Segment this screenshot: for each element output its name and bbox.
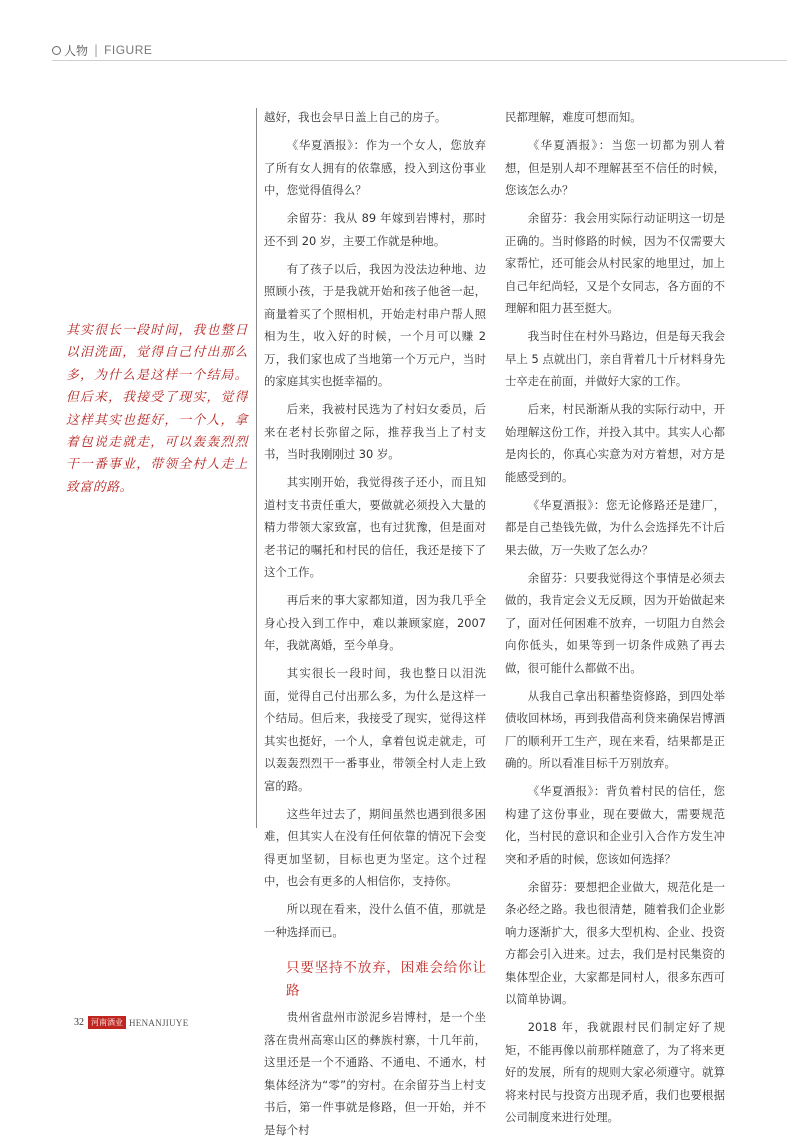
page-number: 32 <box>74 1017 84 1028</box>
paragraph: 我当时住在村外马路边，但是每天我会早上 5 点就出门，亲自背着几十斤材料身先士卒走在前面，并做好大家的工作。 <box>505 329 725 388</box>
pull-quote: 其实很长一段时间，我也整日以泪洗面，觉得自己付出那么多，为什么是这样一个结局。但后来，我接受了现实，觉得这样其实也挺好，一个人，拿着包说走就走，可以轰轰烈烈干一番事业，带领全村人走上致富的路。 <box>66 323 248 495</box>
paragraph: 民都理解，难度可想而知。 <box>505 110 642 124</box>
paragraph: 有了孩子以后，我因为没法边种地、边照顾小孩，于是我就开始和孩子他爸一起，商量着买了个照相机，开始走村串户帮人照相为生，收入好的时候，一个月可以赚 2 万，我们家也成了当地第一个万元户，当时的家庭其实也挺幸福的。 <box>264 261 486 388</box>
paragraph: 余留芬：要想把企业做大，规范化是一条必经之路。我也很清楚，随着我们企业影响力逐渐扩大，很多大型机构、企业、投资方都会引入进来。过去，我们是村民集资的集体型企业，大家都是同村人，很多东西可以简单协调。 <box>505 879 725 1006</box>
paragraph: 余留芬：我会用实际行动证明这一切是正确的。当时修路的时候，因为不仅需要大家帮忙，还可能会从村民家的地里过，加上自己年纪尚轻，又是个女同志，各方面的不理解和阻力甚至挺大。 <box>505 211 725 315</box>
header-rule <box>52 60 787 61</box>
paragraph: 越好，我也会早日盖上自己的房子。 <box>264 110 447 124</box>
magazine-name-en: HENANJIUYE <box>129 1017 189 1028</box>
paragraph: 其实刚开始，我觉得孩子还小，而且知道村支书责任重大，要做就必须投入大量的精力带领大家致富，也有过犹豫，但是面对老书记的嘱托和村民的信任，我还是接下了这个工作。 <box>264 475 486 579</box>
column-divider <box>256 108 257 828</box>
circle-icon <box>52 46 61 55</box>
article-column-1 <box>264 106 486 1147</box>
paragraph: 《华夏酒报》：作为一个女人，您放弃了所有女人拥有的依靠感，投入到这份事业中，您觉得值得么？ <box>264 138 486 197</box>
header-divider: | <box>94 43 99 57</box>
paragraph: 从我自己拿出积蓄垫资修路，到四处举债收回林场，再到我借高利贷来确保岩博酒厂的顺利开工生产，现在来看，结果都是正确的。所以看准目标千万别放弃。 <box>505 688 725 770</box>
paragraph: 《华夏酒报》：当您一切都为别人着想，但是别人却不理解甚至不信任的时候，您该怎么办？ <box>505 138 725 197</box>
paragraph: 《华夏酒报》：您无论修路还是建厂，都是自己垫钱先做，为什么会选择先不计后果去做，万一失败了怎么办？ <box>505 497 725 557</box>
paragraph: 其实很长一段时间，我也整日以泪洗面，觉得自己付出那么多，为什么是这样一个结局。但后来，我接受了现实，觉得这样其实也挺好，一个人，拿着包说走就走，可以轰轰烈烈干一番事业，带领全村人走上致富的路。 <box>264 666 486 793</box>
section-title-en: FIGURE <box>104 43 153 57</box>
magazine-logo: 河南酒业 <box>88 1016 126 1029</box>
paragraph: 2018 年，我就跟村民们制定好了规矩，不能再像以前那样随意了，为了将来更好的发展，所有的规则大家必须遵守。就算将来村民与投资方出现矛盾，我们也要根据公司制度来进行处理。 <box>505 1020 725 1124</box>
paragraph: 余留芬：只要我觉得这个事情是必须去做的，我肯定会义无反顾，因为开始做起来了，面对任何困难不放弃，一切阻力自然会向你低头，如果等到一切条件成熟了再去做，很可能什么都做不出。 <box>505 570 725 675</box>
paragraph: 后来，村民渐渐从我的实际行动中，开始理解这份工作，并投入其中。其实人心都是肉长的，你真心实意为对方着想，对方是能感受到的。 <box>505 402 725 484</box>
section-header <box>52 42 152 58</box>
article-column-2 <box>505 106 725 1134</box>
paragraph: 后来，我被村民选为了村妇女委员，后来在老村长弥留之际，推荐我当上了村支书，当时我刚刚过 30 岁。 <box>264 402 486 461</box>
paragraph: 再后来的事大家都知道，因为我几乎全身心投入到工作中，难以兼顾家庭，2007 年，我就离婚，至今单身。 <box>264 593 486 652</box>
section-subheading: 只要坚持不放弃，困难会给你让路 <box>286 960 486 999</box>
paragraph: 《华夏酒报》：背负着村民的信任，您构建了这份事业，现在要做大，需要规范化，当村民的意识和企业引入合作方发生冲突和矛盾的时候，您该如何选择？ <box>505 784 725 866</box>
paragraph: 贵州省盘州市淤泥乡岩博村，是一个坐落在贵州高寒山区的彝族村寨，十几年前，这里还是一个不通路、不通电、不通水，村集体经济为“零”的穷村。在余留芬当上村支书后，第一件事就是修路，但一开始，并不是每个村 <box>264 1010 486 1137</box>
paragraph: 所以现在看来，没什么值不值，那就是一种选择而已。 <box>264 902 486 939</box>
paragraph: 余留芬：我从 89 年嫁到岩博村，那时还不到 20 岁，主要工作就是种地。 <box>264 211 486 248</box>
section-title: 人物 <box>64 43 89 58</box>
paragraph: 这些年过去了，期间虽然也遇到很多困难，但其实人在没有任何依靠的情况下会变得更加坚韧，目标也更为坚定。这个过程中，也会有更多的人相信你，支持你。 <box>264 806 486 888</box>
page-footer <box>74 1016 189 1029</box>
